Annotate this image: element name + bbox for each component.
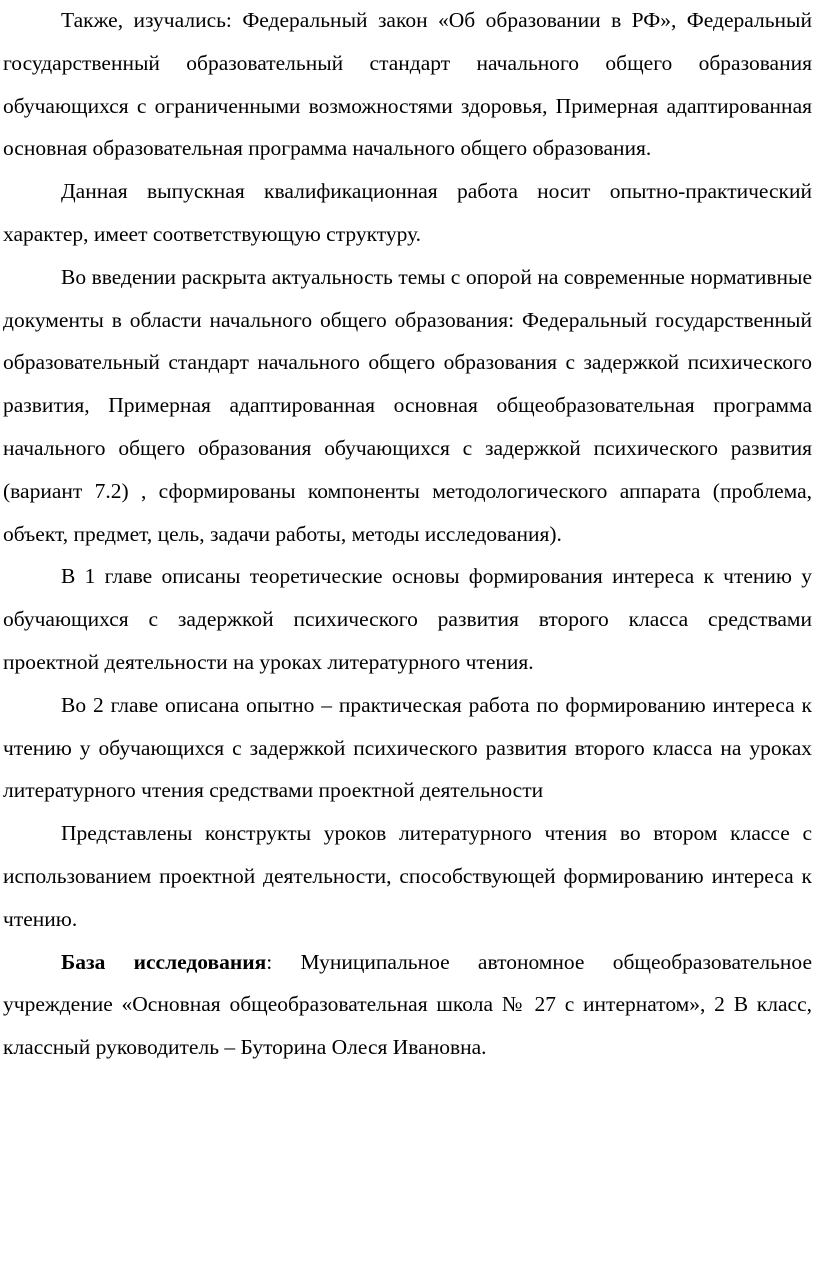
research-base-text: : Муниципальное автономное общеобразовательное учреждение «Основная общеобразовательная школа № 27 с интернатом», 2 В класс, классный руководитель – Буторина Олеся Ивановна. (3, 949, 812, 1060)
paragraph-introduction: Во введении раскрыта актуальность темы с опорой на современные нормативные документы в области начального общего образования: Федеральный государственный образовательный стандарт начального общего образования с задержкой психического развития, Примерная адаптированная основная общеобразовательная программа начального общего образования обучающихся с задержкой психического развития (вариант 7.2) , сформированы компоненты методологического аппарата (проблема, объект, предмет, цель, задачи работы, методы исследования). (3, 264, 812, 546)
paragraph-lesson-constructs: Представлены конструкты уроков литературного чтения во втором классе с использованием проектной деятельности, способствующей формированию интереса к чтению. (3, 821, 812, 931)
paragraph-chapter-2: Во 2 главе описана опытно – практическая работа по формированию интереса к чтению у обучающихся с задержкой психического развития второго класса на уроках литературного чтения средствами проектной деятельности (3, 692, 812, 803)
research-base-label: База исследования (61, 949, 267, 974)
paragraph-work-character: Данная выпускная квалификационная работа носит опытно-практический характер, имеет соответствующую структуру. (3, 179, 812, 246)
paragraph-studied-documents: Также, изучались: Федеральный закон «Об образовании в РФ», Федеральный государственный образовательный стандарт начального общего образования обучающихся с ограниченными возможностями здоровья, Примерная адаптированная основная образовательная программа начального общего образования. (3, 8, 812, 161)
paragraph-chapter-1: В 1 главе описаны теоретические основы формирования интереса к чтению у обучающихся с задержкой психического развития второго класса средствами проектной деятельности на уроках литературного чтения. (3, 564, 812, 674)
paragraph-research-base (3, 941, 812, 1069)
